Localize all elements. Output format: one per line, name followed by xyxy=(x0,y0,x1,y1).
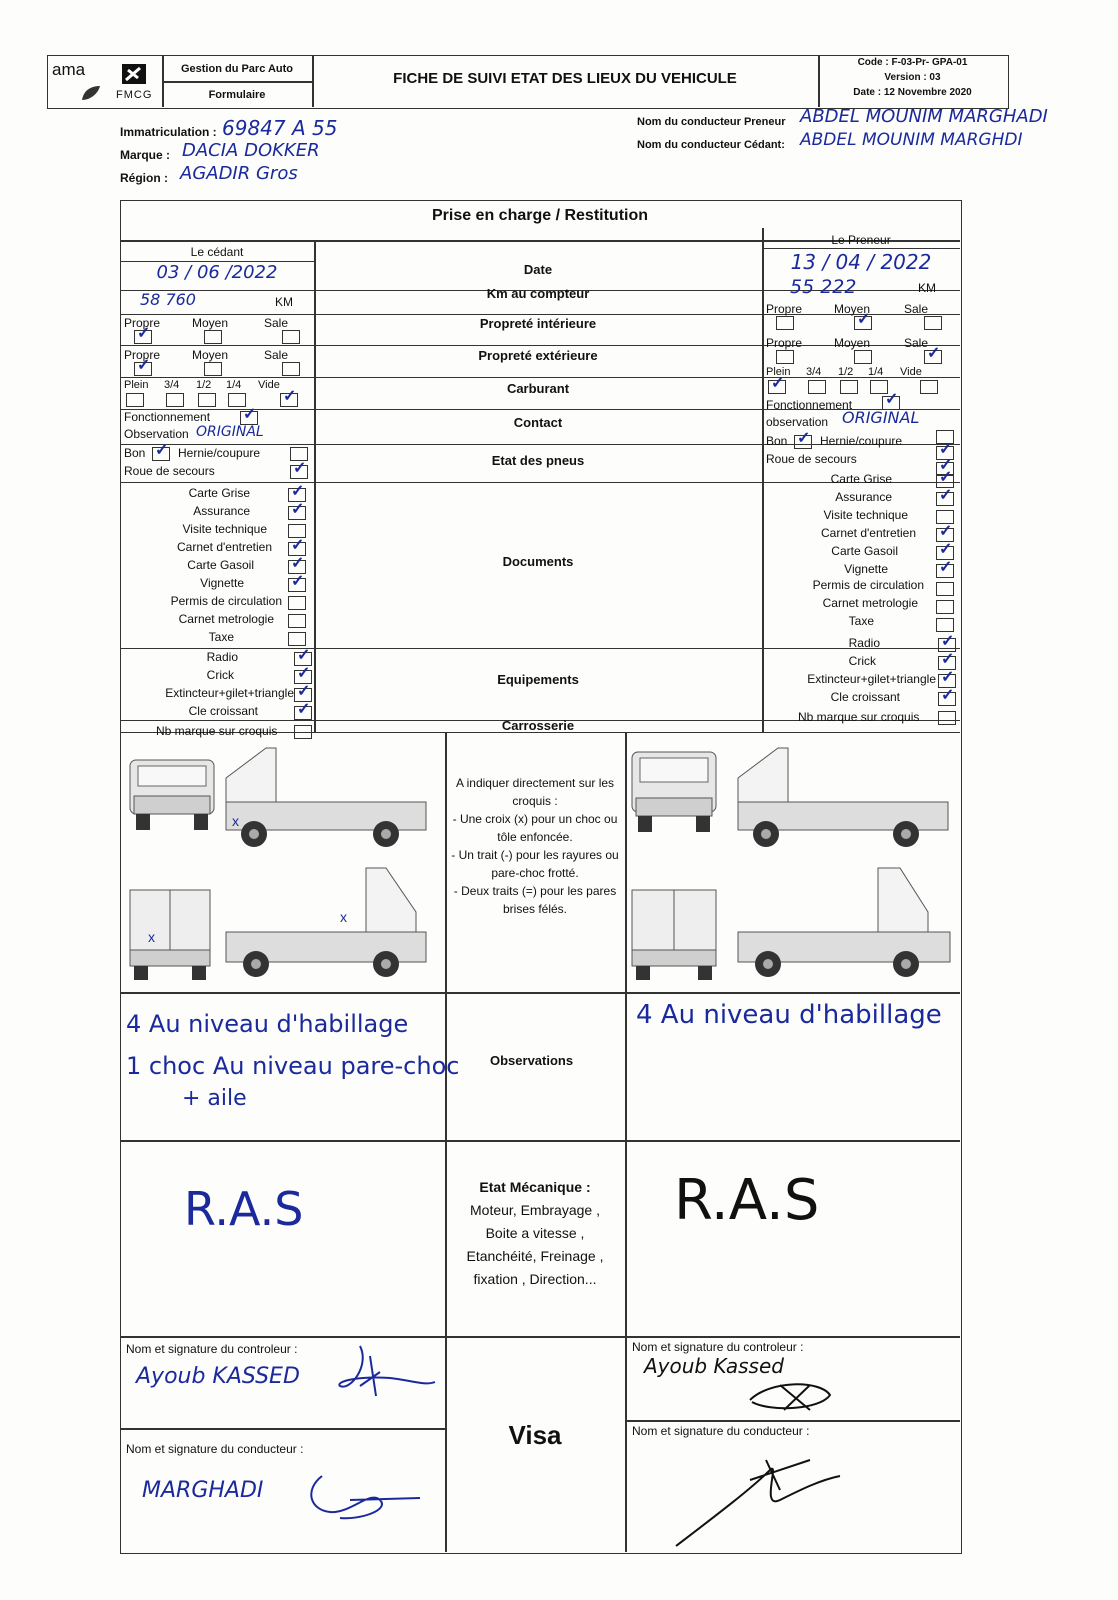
checkbox-plein[interactable] xyxy=(768,380,786,394)
checkbox-doc[interactable] xyxy=(936,582,954,596)
hernie-label: Hernie/coupure xyxy=(178,446,261,460)
checkbox-12[interactable] xyxy=(840,380,858,394)
company-logo xyxy=(50,58,160,104)
doc-label: Taxe xyxy=(208,630,234,644)
row-pneus-label: Etat des pneus xyxy=(491,453,585,468)
checkbox-34[interactable] xyxy=(166,393,184,407)
mecanique-text: fixation , Direction... xyxy=(473,1271,597,1287)
preneur-controleur-label: Nom et signature du controleur : xyxy=(632,1340,804,1354)
doc-label: Carte Grise xyxy=(830,472,892,486)
mecanique-title: Etat Mécanique : xyxy=(479,1179,591,1195)
checkbox-12[interactable] xyxy=(198,393,216,407)
cedant-mecanique: R.A.S xyxy=(184,1182,304,1236)
cedant-conducteur-signature-icon xyxy=(300,1470,430,1530)
region-label: Région : xyxy=(120,171,168,185)
bon-label: Bon xyxy=(766,434,788,448)
equip-label: Radio xyxy=(848,636,880,650)
option-sale: Sale xyxy=(904,336,929,350)
cedant-observation-3: + aile xyxy=(182,1086,247,1111)
observation-value: ORIGINAL xyxy=(196,424,264,440)
option-propre: Propre xyxy=(124,316,161,330)
equip-label: Extincteur+gilet+triangle xyxy=(165,686,294,700)
preneur-conducteur-label: Nom et signature du conducteur : xyxy=(632,1424,810,1438)
nb-marque-label: Nb marque sur croquis xyxy=(798,710,920,724)
option-sale: Sale xyxy=(264,316,289,330)
logo-sub: FMCG xyxy=(116,89,153,101)
cedant-controleur-signature-icon xyxy=(330,1336,440,1406)
fuel-12: 1/2 xyxy=(196,379,212,391)
fuel-vide: Vide xyxy=(258,379,280,391)
cedant-date: 03 / 06 /2022 xyxy=(156,262,278,283)
svg-text:x: x xyxy=(232,813,239,829)
checkbox-doc[interactable] xyxy=(288,578,306,592)
cedant-km-unit: KM xyxy=(275,295,293,309)
equip-label: Radio xyxy=(206,650,238,664)
fuel-14: 1/4 xyxy=(226,379,242,391)
van-side-icon xyxy=(226,748,426,847)
cedant-pneus xyxy=(122,446,312,482)
checkbox-doc[interactable] xyxy=(936,600,954,614)
van-side-icon xyxy=(738,748,948,847)
fuel-vide: Vide xyxy=(900,366,922,378)
header-code: Code : F-03-Pr- GPA-01 xyxy=(857,57,968,68)
fuel-12: 1/2 xyxy=(838,366,854,378)
checkbox-roue[interactable] xyxy=(290,465,308,479)
checkbox-vide[interactable] xyxy=(920,380,938,394)
vehicle-sketch-cedant xyxy=(126,742,444,992)
row-equipements-label: Equipements xyxy=(497,672,579,687)
preneur-controleur-signature-icon xyxy=(740,1370,850,1420)
doc-label: Taxe xyxy=(848,614,874,628)
option-moyen: Moyen xyxy=(834,302,871,316)
doc-label: Assurance xyxy=(193,504,250,518)
checkbox-doc[interactable] xyxy=(288,614,306,628)
cedant-controleur-label: Nom et signature du controleur : xyxy=(126,1342,298,1356)
observation-label: observation xyxy=(766,415,829,429)
checkbox-vide[interactable] xyxy=(280,393,298,407)
checkbox-sale[interactable] xyxy=(924,316,942,330)
option-sale: Sale xyxy=(264,348,289,362)
row-carrosserie-label: Carrosserie xyxy=(501,718,575,733)
doc-label: Carnet d'entretien xyxy=(176,540,272,554)
equip-label: Cle croissant xyxy=(188,704,258,718)
checkbox-equip[interactable] xyxy=(938,692,956,706)
header-date: Date : 12 Novembre 2020 xyxy=(853,87,972,98)
fuel-plein: Plein xyxy=(124,379,149,391)
checkbox-sale[interactable] xyxy=(924,350,942,364)
option-moyen: Moyen xyxy=(834,336,871,350)
croquis-instructions xyxy=(447,774,623,918)
preneur-observation-1: 4 Au niveau d'habillage xyxy=(636,1000,942,1030)
row-contact-label: Contact xyxy=(513,415,563,430)
row-carburant-label: Carburant xyxy=(506,381,570,396)
checkbox-moyen[interactable] xyxy=(854,350,872,364)
cedant-observation-1: 4 Au niveau d'habillage xyxy=(126,1010,409,1038)
col-cedant-label: Le cédant xyxy=(190,245,244,259)
preneur-controleur-name: Ayoub Kassed xyxy=(644,1354,784,1378)
fuel-14: 1/4 xyxy=(868,366,884,378)
option-propre: Propre xyxy=(766,336,803,350)
cedant-equipements xyxy=(122,650,312,720)
preneur-pneus xyxy=(764,434,958,470)
marque-value: DACIA DOKKER xyxy=(182,140,320,161)
svg-text:x: x xyxy=(148,929,155,945)
doc-label: Carnet metrologie xyxy=(178,612,274,626)
row-prop-int-label: Propreté intérieure xyxy=(479,316,597,331)
checkbox-plein[interactable] xyxy=(126,393,144,407)
checkbox-sale[interactable] xyxy=(282,362,300,376)
equip-label: Cle croissant xyxy=(830,690,900,704)
immat-value: 69847 A 55 xyxy=(222,116,338,140)
cedant-documents xyxy=(122,484,312,648)
checkbox-moyen[interactable] xyxy=(204,330,222,344)
equip-label: Crick xyxy=(848,654,876,668)
preneur-contact xyxy=(764,398,958,432)
doc-label: Visite technique xyxy=(182,522,267,536)
checkbox-doc[interactable] xyxy=(288,596,306,610)
cedant-conducteur-name: MARGHADI xyxy=(142,1478,264,1503)
logo-text: ama xyxy=(52,60,86,79)
option-moyen: Moyen xyxy=(192,316,229,330)
option-moyen: Moyen xyxy=(192,348,229,362)
equip-label: Crick xyxy=(206,668,234,682)
preneur-date: 13 / 04 / 2022 xyxy=(790,250,932,274)
doc-label: Vignette xyxy=(844,562,888,576)
preneur-km-unit: KM xyxy=(918,281,936,295)
checkbox-propre[interactable] xyxy=(134,362,152,376)
checkbox-34[interactable] xyxy=(808,380,826,394)
cedant-conducteur-label: Nom et signature du conducteur : xyxy=(126,1442,304,1456)
van-front-icon xyxy=(130,760,214,830)
doc-label: Carte Gasoil xyxy=(187,558,254,572)
observation-value: ORIGINAL xyxy=(842,408,920,427)
preneur-km: 55 222 xyxy=(790,276,857,298)
table-title: Prise en charge / Restitution xyxy=(431,207,649,224)
cedant-km: 58 760 xyxy=(140,290,196,309)
hernie-label: Hernie/coupure xyxy=(820,434,903,448)
cedant-name-label: Nom du conducteur Cédant: xyxy=(637,139,785,151)
doc-label: Carte Gasoil xyxy=(831,544,898,558)
checkbox-equip[interactable] xyxy=(294,706,312,720)
option-propre: Propre xyxy=(766,302,803,316)
preneur-conducteur-signature-icon xyxy=(670,1450,850,1550)
mecanique-text: Boite a vitesse , xyxy=(485,1225,585,1241)
preneur-documents xyxy=(764,472,958,636)
instruction-line: - Une croix (x) pour un choc ou tôle enfoncée. xyxy=(452,812,618,844)
fuel-plein: Plein xyxy=(766,366,791,378)
checkbox-bon[interactable] xyxy=(152,447,170,461)
checkbox-fonctionnement[interactable] xyxy=(240,411,258,425)
cedant-controleur-name: Ayoub KASSED xyxy=(136,1364,300,1389)
doc-label: Visite technique xyxy=(823,508,908,522)
mecanique-block xyxy=(447,1176,623,1291)
instruction-line: - Deux traits (=) pour les pares brises félés. xyxy=(453,884,617,916)
svg-text:x: x xyxy=(340,909,347,925)
checkbox-doc[interactable] xyxy=(288,506,306,520)
mecanique-text: Moteur, Embrayage , xyxy=(470,1202,600,1218)
row-date-label: Date xyxy=(523,262,553,277)
form-title: FICHE DE SUIVI ETAT DES LIEUX DU VEHICULE xyxy=(393,70,737,87)
preneur-name-label: Nom du conducteur Preneur xyxy=(637,116,786,128)
van-rear-icon xyxy=(130,890,210,980)
checkbox-bon[interactable] xyxy=(794,435,812,449)
checkbox-propre[interactable] xyxy=(776,350,794,364)
checkbox-sale[interactable] xyxy=(282,330,300,344)
option-sale: Sale xyxy=(904,302,929,316)
checkbox-propre[interactable] xyxy=(134,330,152,344)
cedant-observation-2: 1 choc Au niveau pare-choc xyxy=(126,1052,460,1080)
visa-label: Visa xyxy=(508,1420,562,1450)
doc-label: Vignette xyxy=(200,576,244,590)
equip-label: Extincteur+gilet+triangle xyxy=(807,672,936,686)
row-documents-label: Documents xyxy=(502,554,574,569)
marque-label: Marque : xyxy=(120,148,171,162)
fonctionnement-label: Fonctionnement xyxy=(124,410,211,424)
fonctionnement-label: Fonctionnement xyxy=(766,398,853,412)
cedant-name-value: ABDEL MOUNIM MARGHDI xyxy=(800,130,1023,150)
checkbox-nb-marque[interactable] xyxy=(938,711,956,725)
instruction-line: A indiquer directement sur les croquis : xyxy=(455,776,615,808)
row-km-label: Km au compteur xyxy=(486,286,590,301)
checkbox-propre[interactable] xyxy=(776,316,794,330)
immat-label: Immatriculation : xyxy=(120,125,217,139)
logo-mark-icon xyxy=(120,62,150,86)
checkbox-doc[interactable] xyxy=(288,632,306,646)
doc-label: Carnet metrologie xyxy=(822,596,918,610)
van-front-icon xyxy=(632,752,716,832)
doc-label: Carte Grise xyxy=(188,486,250,500)
region-value: AGADIR Gros xyxy=(180,163,298,184)
preneur-mecanique: R.A.S xyxy=(674,1168,820,1233)
doc-label: Permis de circulation xyxy=(170,594,282,608)
observation-label: Observation xyxy=(124,427,189,441)
checkbox-moyen[interactable] xyxy=(204,362,222,376)
checkbox-nb-marque[interactable] xyxy=(294,725,312,739)
checkbox-doc[interactable] xyxy=(936,492,954,506)
cedant-contact xyxy=(122,410,312,444)
checkbox-doc[interactable] xyxy=(936,618,954,632)
col-preneur-label: Le Preneur xyxy=(831,233,891,247)
header-dept: Gestion du Parc Auto xyxy=(180,63,294,75)
option-propre: Propre xyxy=(124,348,161,362)
fuel-34: 3/4 xyxy=(164,379,180,391)
checkbox-moyen[interactable] xyxy=(854,316,872,330)
doc-label: Carnet d'entretien xyxy=(820,526,916,540)
mecanique-text: Etanchéité, Freinage , xyxy=(466,1248,604,1264)
fuel-34: 3/4 xyxy=(806,366,822,378)
roue-label: Roue de secours xyxy=(124,464,215,478)
bon-label: Bon xyxy=(124,446,146,460)
leaf-icon xyxy=(80,84,102,102)
van-side-2-icon xyxy=(226,868,426,977)
vehicle-sketch-preneur xyxy=(628,742,962,992)
preneur-equipements xyxy=(764,636,958,706)
preneur-name-value: ABDEL MOUNIM MARGHADI xyxy=(800,106,1048,127)
observations-label: Observations xyxy=(490,1053,574,1068)
instruction-line: - Un trait (-) pour les rayures ou pare-choc frotté. xyxy=(451,848,619,880)
nb-marque-label: Nb marque sur croquis xyxy=(156,724,278,738)
row-prop-ext-label: Propreté extérieure xyxy=(478,348,598,363)
van-side-2-icon xyxy=(738,868,950,977)
van-rear-icon xyxy=(632,890,716,980)
roue-label: Roue de secours xyxy=(766,452,857,466)
header-type: Formulaire xyxy=(208,89,266,101)
doc-label: Assurance xyxy=(835,490,892,504)
checkbox-doc[interactable] xyxy=(936,564,954,578)
doc-label: Permis de circulation xyxy=(812,578,924,592)
header-version: Version : 03 xyxy=(884,72,941,83)
